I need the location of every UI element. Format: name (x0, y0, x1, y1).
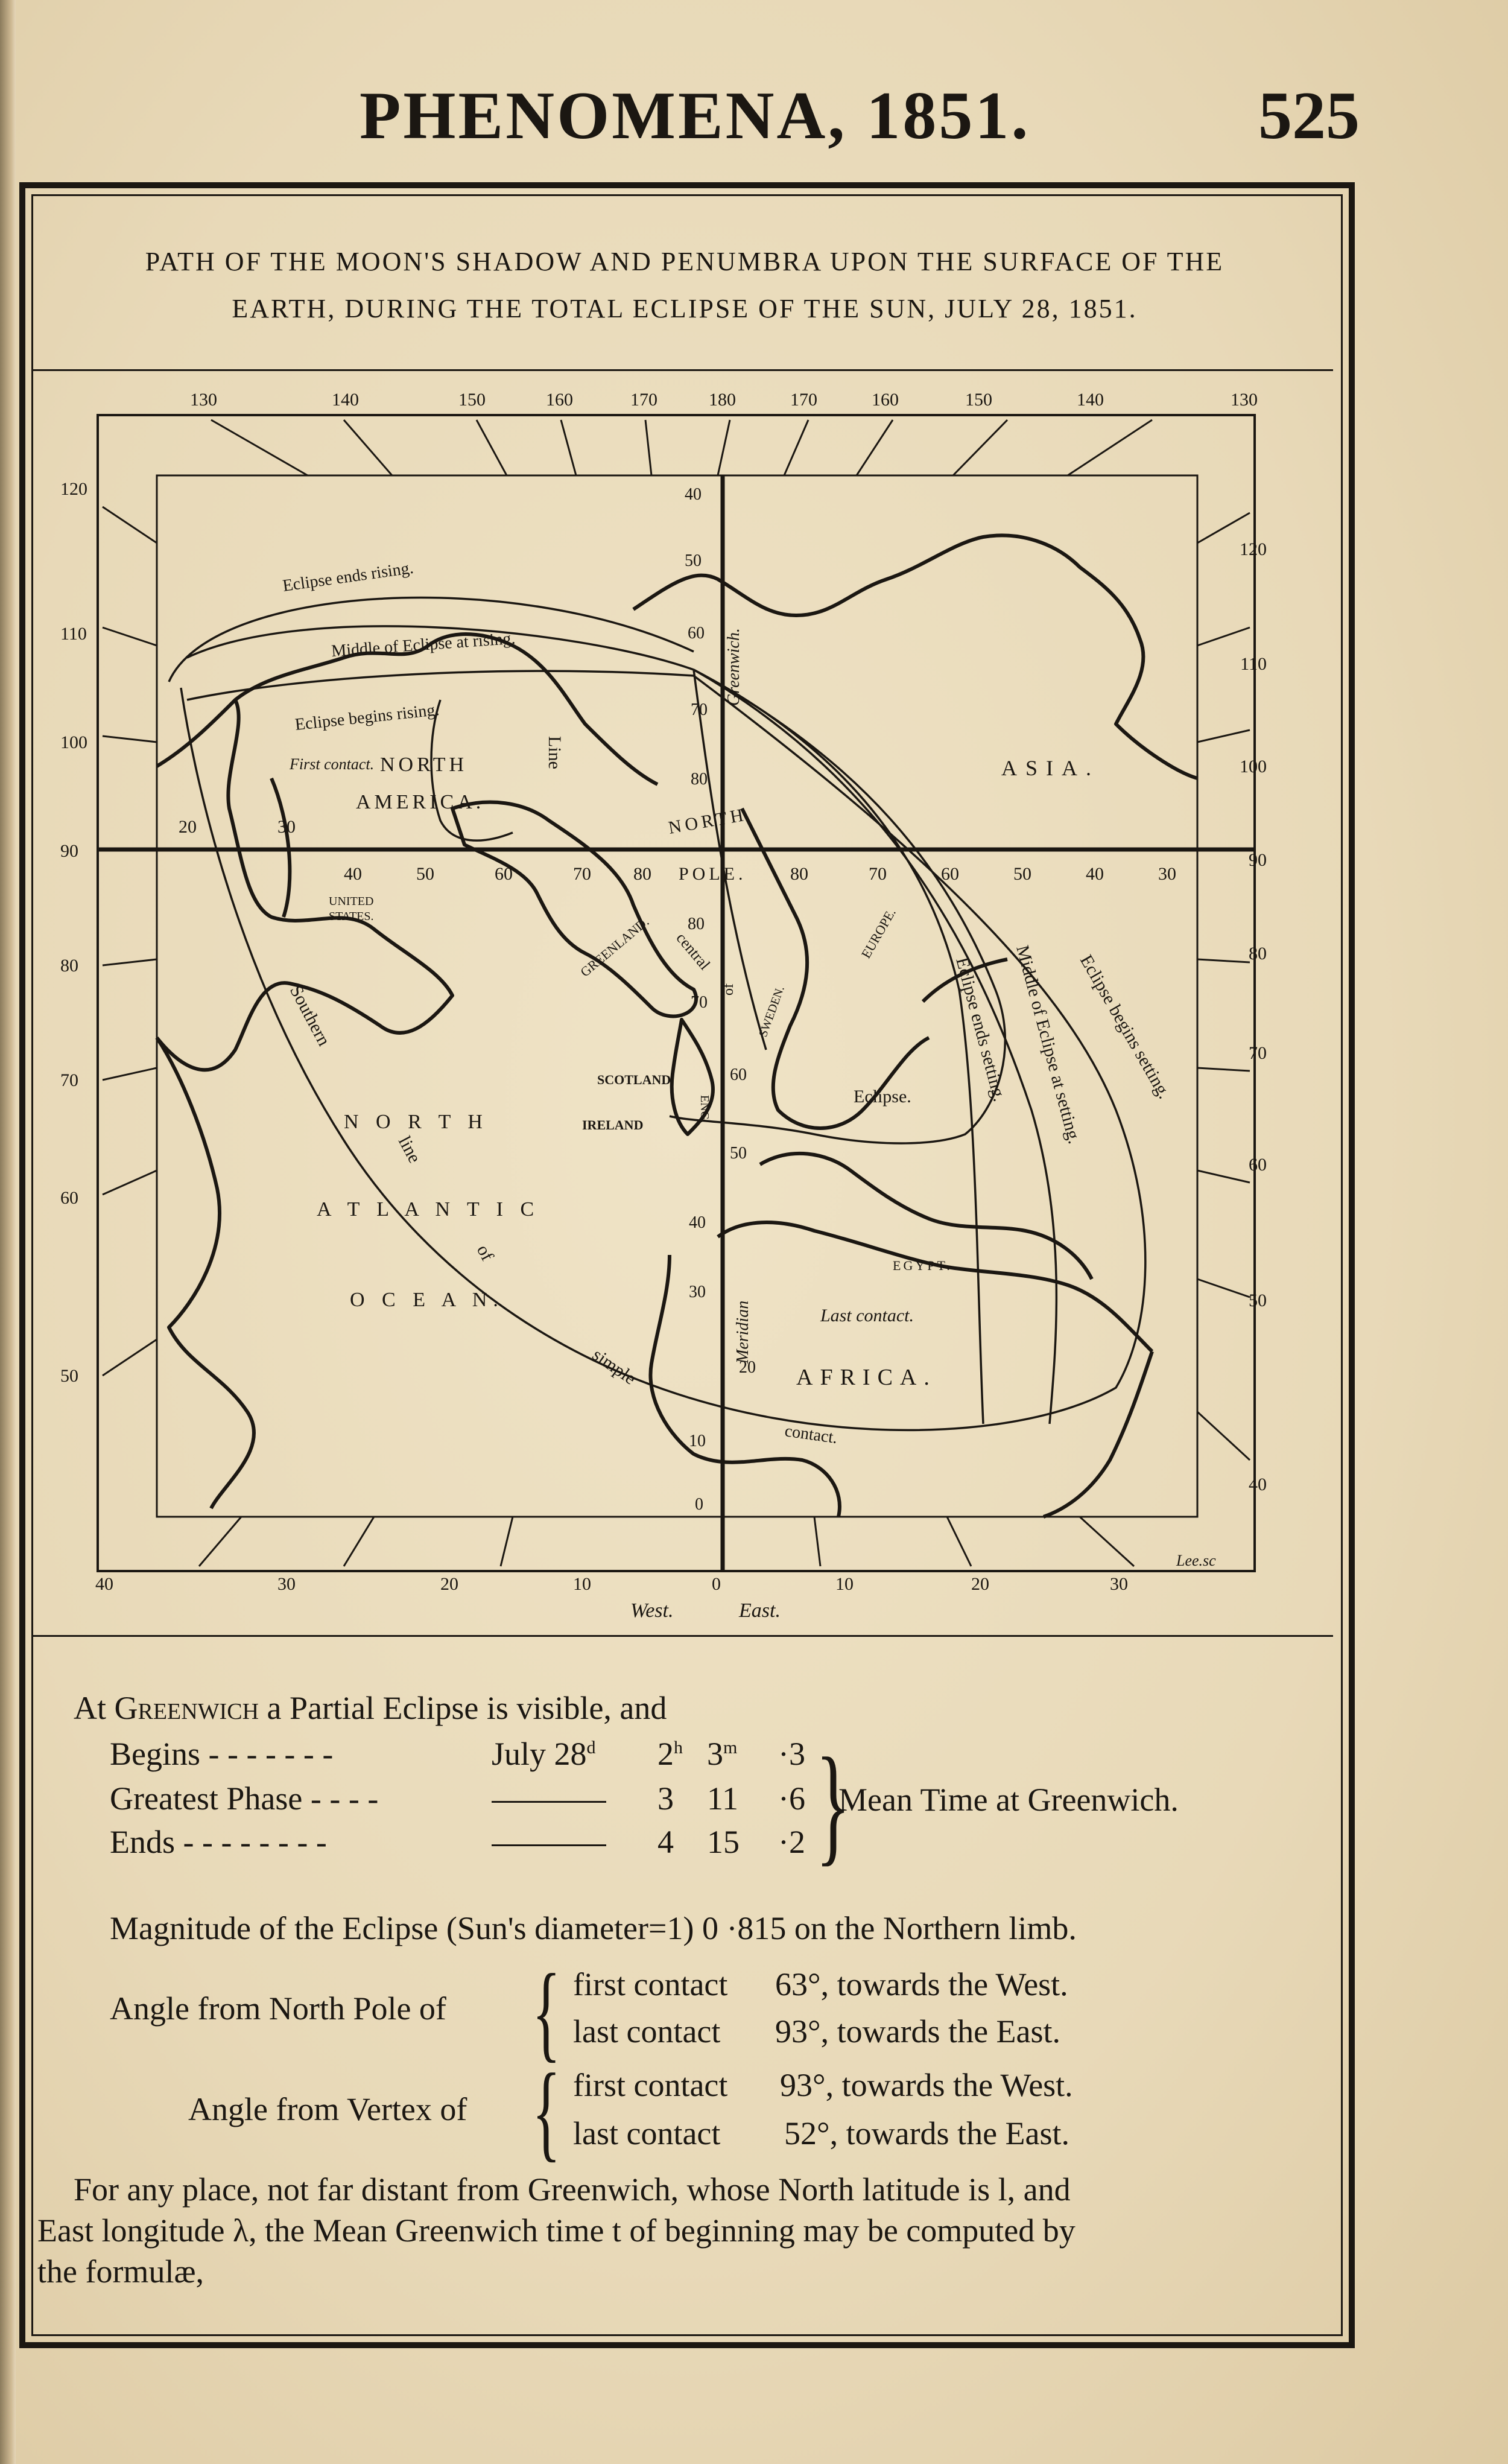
row-begins-date-text: July 28 (492, 1736, 587, 1772)
vertex-angle-label: Angle from Vertex of (188, 2091, 467, 2127)
vertex-first-value: 93°, towards the West. (780, 2067, 1073, 2103)
row-ends-hours: 4 (657, 1824, 674, 1860)
pole-row-label: 60 (495, 864, 513, 884)
england-label: ENG. (698, 1095, 711, 1123)
left-scale-label: 120 (60, 479, 87, 499)
meridian-label: 40 (685, 485, 702, 504)
row-greatest-seconds: ·6 (778, 1780, 805, 1817)
engraver-signature: Lee.sc (1176, 1552, 1216, 1569)
scotland-label: SCOTLAND (597, 1072, 671, 1087)
page-gutter (0, 0, 16, 2464)
top-scale-label: 160 (546, 390, 573, 410)
bottom-scale-label: 40 (95, 1574, 113, 1594)
bottom-scale-label: 20 (440, 1574, 458, 1594)
pole-row-label: 70 (869, 864, 887, 884)
row-begins-date-sup: d (586, 1738, 596, 1758)
row-greatest-hours: 3 (657, 1780, 674, 1817)
left-scale-label: 50 (60, 1366, 78, 1386)
left-scale-label: 100 (60, 732, 87, 752)
formula-paragraph-line-1: For any place, not far distant from Greenwich, whose North latitude is l, and (74, 2171, 1071, 2208)
meridian-label: 50 (730, 1144, 747, 1163)
pole-row-label: 50 (416, 864, 434, 884)
meridian-label: 80 (691, 770, 708, 789)
row-begins-minutes (707, 1735, 737, 1773)
pole-row-label: 50 (1013, 864, 1031, 884)
row-begins-hours (657, 1735, 683, 1773)
of-lower-label: of (472, 1241, 498, 1265)
of-label: of (721, 983, 737, 995)
top-scale-label: 140 (1077, 390, 1104, 410)
greenwich-label: Greenwich. (724, 628, 743, 706)
north-atlantic-label-1: N O R T H (344, 1111, 489, 1133)
right-scale-label: 100 (1240, 757, 1267, 776)
meridian-label: 40 (689, 1213, 706, 1232)
map-labels (282, 559, 1216, 1569)
polar-left-label: 30 (277, 817, 296, 837)
bottom-scale-label: 20 (971, 1574, 989, 1594)
row-begins-label: Begins - - - - - - - (110, 1736, 334, 1772)
page-number: 525 (1258, 78, 1360, 153)
map-outer-border (98, 415, 1255, 1571)
north-atlantic-label-2: A T L A N T I C (317, 1198, 540, 1221)
pole-row-label: 40 (1086, 864, 1104, 884)
right-scale-label: 120 (1240, 539, 1267, 559)
pole-row-label: 30 (1158, 864, 1176, 884)
map-bottom-rule (31, 1635, 1333, 1637)
meridian-label: 80 (688, 915, 705, 933)
top-scale-label: 170 (790, 390, 817, 410)
pole-row-label: 80 (790, 864, 808, 884)
united-states-label-2: STATES. (329, 910, 374, 923)
left-scale-label: 80 (60, 956, 78, 976)
simple-label: simple (588, 1344, 640, 1389)
meridian-label: 10 (689, 1432, 706, 1450)
row-begins-seconds: ·3 (778, 1736, 805, 1772)
right-scale-label: 50 (1249, 1291, 1267, 1310)
north-pole-last-value: 93°, towards the East. (775, 2013, 1061, 2050)
right-scale-label: 80 (1249, 944, 1267, 964)
egypt-label: EGYPT. (893, 1258, 952, 1273)
row-begins-date (492, 1735, 596, 1773)
north-pole-label-2: POLE. (679, 864, 747, 884)
left-brace-vertex: { (532, 2051, 561, 2171)
first-contact-label: First contact. (290, 755, 375, 773)
vertex-first-label: first contact (573, 2067, 728, 2103)
pole-row-label: 70 (573, 864, 591, 884)
top-scale-label: 160 (872, 390, 899, 410)
ireland-label: IRELAND (582, 1117, 644, 1132)
right-scale-label: 90 (1249, 850, 1267, 870)
greenland-label: GREENLAND. (577, 913, 652, 980)
right-scale (1240, 539, 1267, 1494)
united-states-label-1: UNITED (329, 895, 374, 908)
eclipse-middle-label: Eclipse. (854, 1087, 911, 1107)
southern-label: Southern (285, 982, 334, 1049)
map-title-line-1: PATH OF THE MOON'S SHADOW AND PENUMBRA UPON THE SURFACE OF THE (145, 247, 1224, 276)
meridian-label: 60 (688, 624, 705, 643)
top-scale-label: 180 (709, 390, 736, 410)
pole-row-label: 40 (344, 864, 362, 884)
vertex-last-value: 52°, towards the East. (784, 2115, 1070, 2151)
map-title-line-2: EARTH, DURING THE TOTAL ECLIPSE OF THE SUN, JULY 28, 1851. (232, 294, 1138, 323)
bottom-scale-label: 10 (573, 1574, 591, 1594)
west-label: West. (630, 1599, 674, 1622)
last-contact-label: Last contact. (820, 1306, 914, 1326)
meridian-label: 30 (689, 1283, 706, 1301)
north-pole-angle-label: Angle from North Pole of (110, 1990, 446, 2027)
intro-place: Greenwich (114, 1690, 259, 1726)
north-pole-label-1: NORTH (667, 804, 749, 838)
eclipse-map (60, 386, 1267, 1623)
eclipse-ends-setting-label: Eclipse ends setting. (952, 955, 1010, 1104)
meridian-label: 20 (739, 1358, 756, 1377)
intro-prefix: At (74, 1690, 106, 1726)
left-scale-label: 110 (60, 624, 87, 644)
meridian-label: 60 (730, 1065, 747, 1084)
bottom-scale-label: 0 (712, 1574, 721, 1594)
formula-paragraph-line-3: the formulæ, (37, 2253, 204, 2290)
north-pole-last-label: last contact (573, 2013, 721, 2050)
bottom-scale-label: 30 (1110, 1574, 1128, 1594)
top-scale (190, 390, 1258, 410)
title-rule (31, 369, 1333, 371)
africa-label: AFRICA. (796, 1365, 937, 1390)
asia-label: ASIA. (1001, 756, 1100, 780)
top-scale-label: 150 (458, 390, 486, 410)
top-scale-label: 130 (1231, 390, 1258, 410)
meridian-label-text: Meridian (733, 1300, 752, 1364)
left-scale-label: 60 (60, 1188, 78, 1208)
bottom-scale-label: 30 (277, 1574, 296, 1594)
line-label: Line (545, 736, 565, 769)
meridian-label: 50 (685, 551, 702, 570)
row-greatest-label: Greatest Phase - - - - (110, 1780, 379, 1817)
right-scale-label: 70 (1249, 1043, 1267, 1063)
polar-left-label: 20 (179, 817, 197, 837)
bottom-scale-label: 10 (835, 1574, 854, 1594)
row-ends-minutes: 15 (707, 1824, 740, 1860)
pole-row-label: 80 (633, 864, 651, 884)
map-title (42, 238, 1327, 332)
north-pole-first-label: first contact (573, 1966, 728, 2002)
intro-line (74, 1689, 667, 1727)
running-head: PHENOMENA, 1851. (360, 78, 1031, 153)
right-scale-label: 60 (1249, 1155, 1267, 1175)
mean-time-label: Mean Time at Greenwich. (838, 1782, 1179, 1818)
magnitude-line: Magnitude of the Eclipse (Sun's diameter=1) 0 ·815 on the Northern limb. (110, 1910, 1077, 1946)
top-scale-label: 140 (332, 390, 359, 410)
row-begins-h-sup: h (674, 1738, 683, 1758)
row-ends-label: Ends - - - - - - - - (110, 1824, 327, 1860)
formula-paragraph-line-2: East longitude λ, the Mean Greenwich time t of beginning may be computed by (37, 2212, 1076, 2249)
north-atlantic-label-3: O C E A N. (350, 1289, 504, 1311)
meridian-label: 0 (695, 1495, 703, 1514)
line-lower-label: line (394, 1132, 425, 1167)
east-label: East. (739, 1599, 781, 1622)
meridian-label: 70 (691, 700, 708, 719)
pole-row-label: 60 (941, 864, 959, 884)
contact-label: contact. (784, 1421, 839, 1448)
row-greatest-minutes: 11 (707, 1780, 738, 1817)
north-pole-first-value: 63°, towards the West. (775, 1966, 1068, 2002)
eclipse-ends-rising-label: Eclipse ends rising. (281, 558, 415, 595)
ditto-rule-ends (492, 1844, 606, 1846)
sweden-label: SWEDEN. (756, 984, 787, 1039)
left-brace-north-pole: { (532, 1952, 561, 2072)
north-america-label-1: NORTH (380, 754, 468, 776)
top-scale-label: 150 (965, 390, 992, 410)
bottom-scale (95, 1574, 1128, 1622)
top-scale-label: 130 (190, 390, 217, 410)
intro-suffix: a Partial Eclipse is visible, and (267, 1690, 667, 1726)
vertex-last-label: last contact (573, 2115, 721, 2151)
right-brace: } (816, 1730, 851, 1878)
middle-rising-label: Middle of Eclipse at rising. (331, 629, 516, 661)
europe-label: EUROPE. (858, 906, 899, 961)
left-scale-label: 90 (60, 841, 78, 861)
north-america-label-2: AMERICA. (356, 791, 485, 813)
row-begins-m-sup: m (723, 1738, 738, 1758)
row-begins-m: 3 (707, 1736, 723, 1772)
row-ends-seconds: ·2 (778, 1824, 805, 1860)
top-scale-label: 170 (630, 390, 657, 410)
middle-setting-label: Middle of Eclipse at setting. (1012, 943, 1085, 1146)
row-begins-h: 2 (657, 1736, 674, 1772)
left-scale-label: 70 (60, 1070, 78, 1090)
ditto-rule-greatest (492, 1801, 606, 1803)
begins-rising-label: Eclipse begins rising. (294, 700, 440, 734)
eclipse-begins-setting-label: Eclipse begins setting. (1076, 951, 1175, 1102)
right-scale-label: 40 (1249, 1475, 1267, 1494)
meridian-label: 70 (691, 993, 708, 1012)
central-label: central (673, 929, 714, 974)
right-scale-label: 110 (1240, 654, 1267, 674)
